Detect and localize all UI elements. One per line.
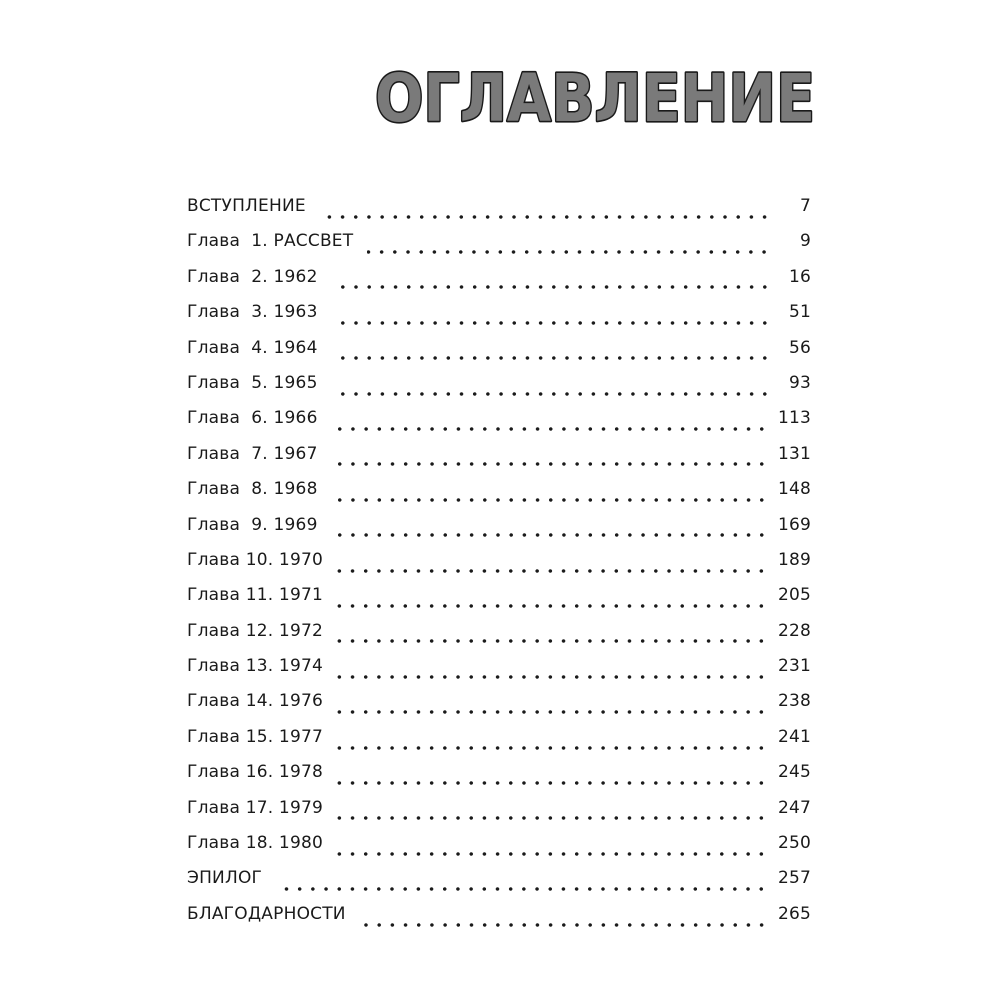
- toc-entry-page-number: 51: [788, 302, 811, 323]
- toc-entry-label: Глава 11. 1971: [187, 585, 323, 606]
- toc-entry-label: Глава 12. 1972: [187, 620, 323, 641]
- toc-entry-page-number: 231: [777, 656, 811, 677]
- toc-dot-leader: [276, 887, 768, 891]
- toc-entry-label: Глава 3. 1963: [187, 302, 318, 323]
- toc-entry-page-number: 238: [777, 691, 811, 712]
- toc-entry-label: Глава 15. 1977: [187, 726, 323, 747]
- toc-entry-label: Глава 18. 1980: [187, 833, 323, 854]
- page-title-art: [360, 55, 820, 135]
- toc-entry-page-number: 7: [799, 196, 811, 216]
- toc-entry-page-number: 205: [777, 585, 811, 606]
- toc-dot-leader: [332, 427, 768, 431]
- toc-entry-label: Глава 1. РАССВЕТ: [187, 231, 354, 252]
- table-of-contents: [187, 196, 811, 939]
- toc-entry: [187, 904, 811, 939]
- toc-entry-label: Глава 4. 1964: [187, 337, 318, 358]
- toc-entry-label: Глава 8. 1968: [187, 479, 318, 500]
- toc-entry-page-number: 247: [777, 797, 811, 818]
- toc-entry: [187, 515, 811, 550]
- toc-entry: [187, 267, 811, 302]
- toc-entry-label: Глава 10. 1970: [187, 549, 323, 570]
- toc-entry: [187, 302, 811, 337]
- toc-entry-page-number: 148: [777, 479, 811, 500]
- toc-dot-leader: [332, 392, 771, 396]
- toc-dot-leader: [337, 710, 768, 714]
- toc-dot-leader: [332, 498, 768, 502]
- toc-entry-page-number: 189: [777, 549, 811, 570]
- toc-entry: [187, 762, 811, 797]
- toc-entry: [187, 798, 811, 833]
- toc-entry-page-number: 228: [777, 620, 811, 641]
- toc-entry-page-number: 113: [777, 408, 811, 429]
- toc-entry-label: БЛАГОДАРНОСТИ: [187, 903, 346, 924]
- toc-entry-label: Глава 2. 1962: [187, 266, 318, 287]
- toc-entry-label: Глава 7. 1967: [187, 443, 318, 464]
- toc-entry-page-number: 16: [788, 266, 811, 287]
- toc-entry-page-number: 245: [777, 762, 811, 783]
- toc-entry: [187, 550, 811, 585]
- toc-entry: [187, 408, 811, 443]
- toc-entry-label: Глава 17. 1979: [187, 797, 323, 818]
- toc-entry-page-number: 93: [788, 372, 811, 393]
- toc-dot-leader: [360, 923, 768, 927]
- toc-entry: [187, 833, 811, 868]
- page-title: ОГЛАВЛЕНИЕ: [375, 60, 815, 137]
- toc-dot-leader: [337, 781, 768, 785]
- toc-entry-label: Глава 5. 1965: [187, 372, 318, 393]
- toc-entry-page-number: 265: [777, 903, 811, 924]
- toc-entry: [187, 656, 811, 691]
- toc-entry-page-number: 250: [777, 833, 811, 854]
- toc-entry: [187, 231, 811, 266]
- toc-entry-page-number: 241: [777, 726, 811, 747]
- toc-dot-leader: [367, 250, 771, 254]
- toc-entry-page-number: 257: [777, 868, 811, 889]
- toc-entry-page-number: 131: [777, 443, 811, 464]
- toc-entry-label: ЭПИЛОГ: [187, 868, 263, 889]
- toc-entry: [187, 868, 811, 903]
- toc-entry-label: Глава 13. 1974: [187, 656, 323, 677]
- toc-dot-leader: [332, 462, 768, 466]
- toc-dot-leader: [320, 215, 771, 219]
- toc-entry-label: Глава 14. 1976: [187, 691, 323, 712]
- toc-dot-leader: [332, 321, 771, 325]
- page-title-container: [360, 55, 820, 135]
- toc-dot-leader: [337, 746, 768, 750]
- toc-entry: [187, 691, 811, 726]
- toc-entry-page-number: 56: [788, 337, 811, 358]
- toc-dot-leader: [337, 816, 768, 820]
- toc-entry-label: ВСТУПЛЕНИЕ: [187, 196, 306, 216]
- toc-dot-leader: [337, 852, 768, 856]
- toc-entry-page-number: 9: [799, 231, 811, 252]
- toc-dot-leader: [332, 285, 771, 289]
- toc-entry: [187, 727, 811, 762]
- toc-entry: [187, 338, 811, 373]
- toc-dot-leader: [337, 604, 768, 608]
- toc-entry-label: Глава 6. 1966: [187, 408, 318, 429]
- toc-dot-leader: [337, 569, 768, 573]
- toc-entry: [187, 444, 811, 479]
- toc-entry-label: Глава 9. 1969: [187, 514, 318, 535]
- toc-dot-leader: [332, 533, 768, 537]
- toc-entry-page-number: 169: [777, 514, 811, 535]
- toc-dot-leader: [337, 639, 768, 643]
- toc-entry: [187, 196, 811, 231]
- toc-entry: [187, 585, 811, 620]
- toc-entry: [187, 479, 811, 514]
- toc-dot-leader: [337, 675, 768, 679]
- toc-entry: [187, 373, 811, 408]
- toc-entry-label: Глава 16. 1978: [187, 762, 323, 783]
- toc-dot-leader: [332, 356, 771, 360]
- toc-entry: [187, 621, 811, 656]
